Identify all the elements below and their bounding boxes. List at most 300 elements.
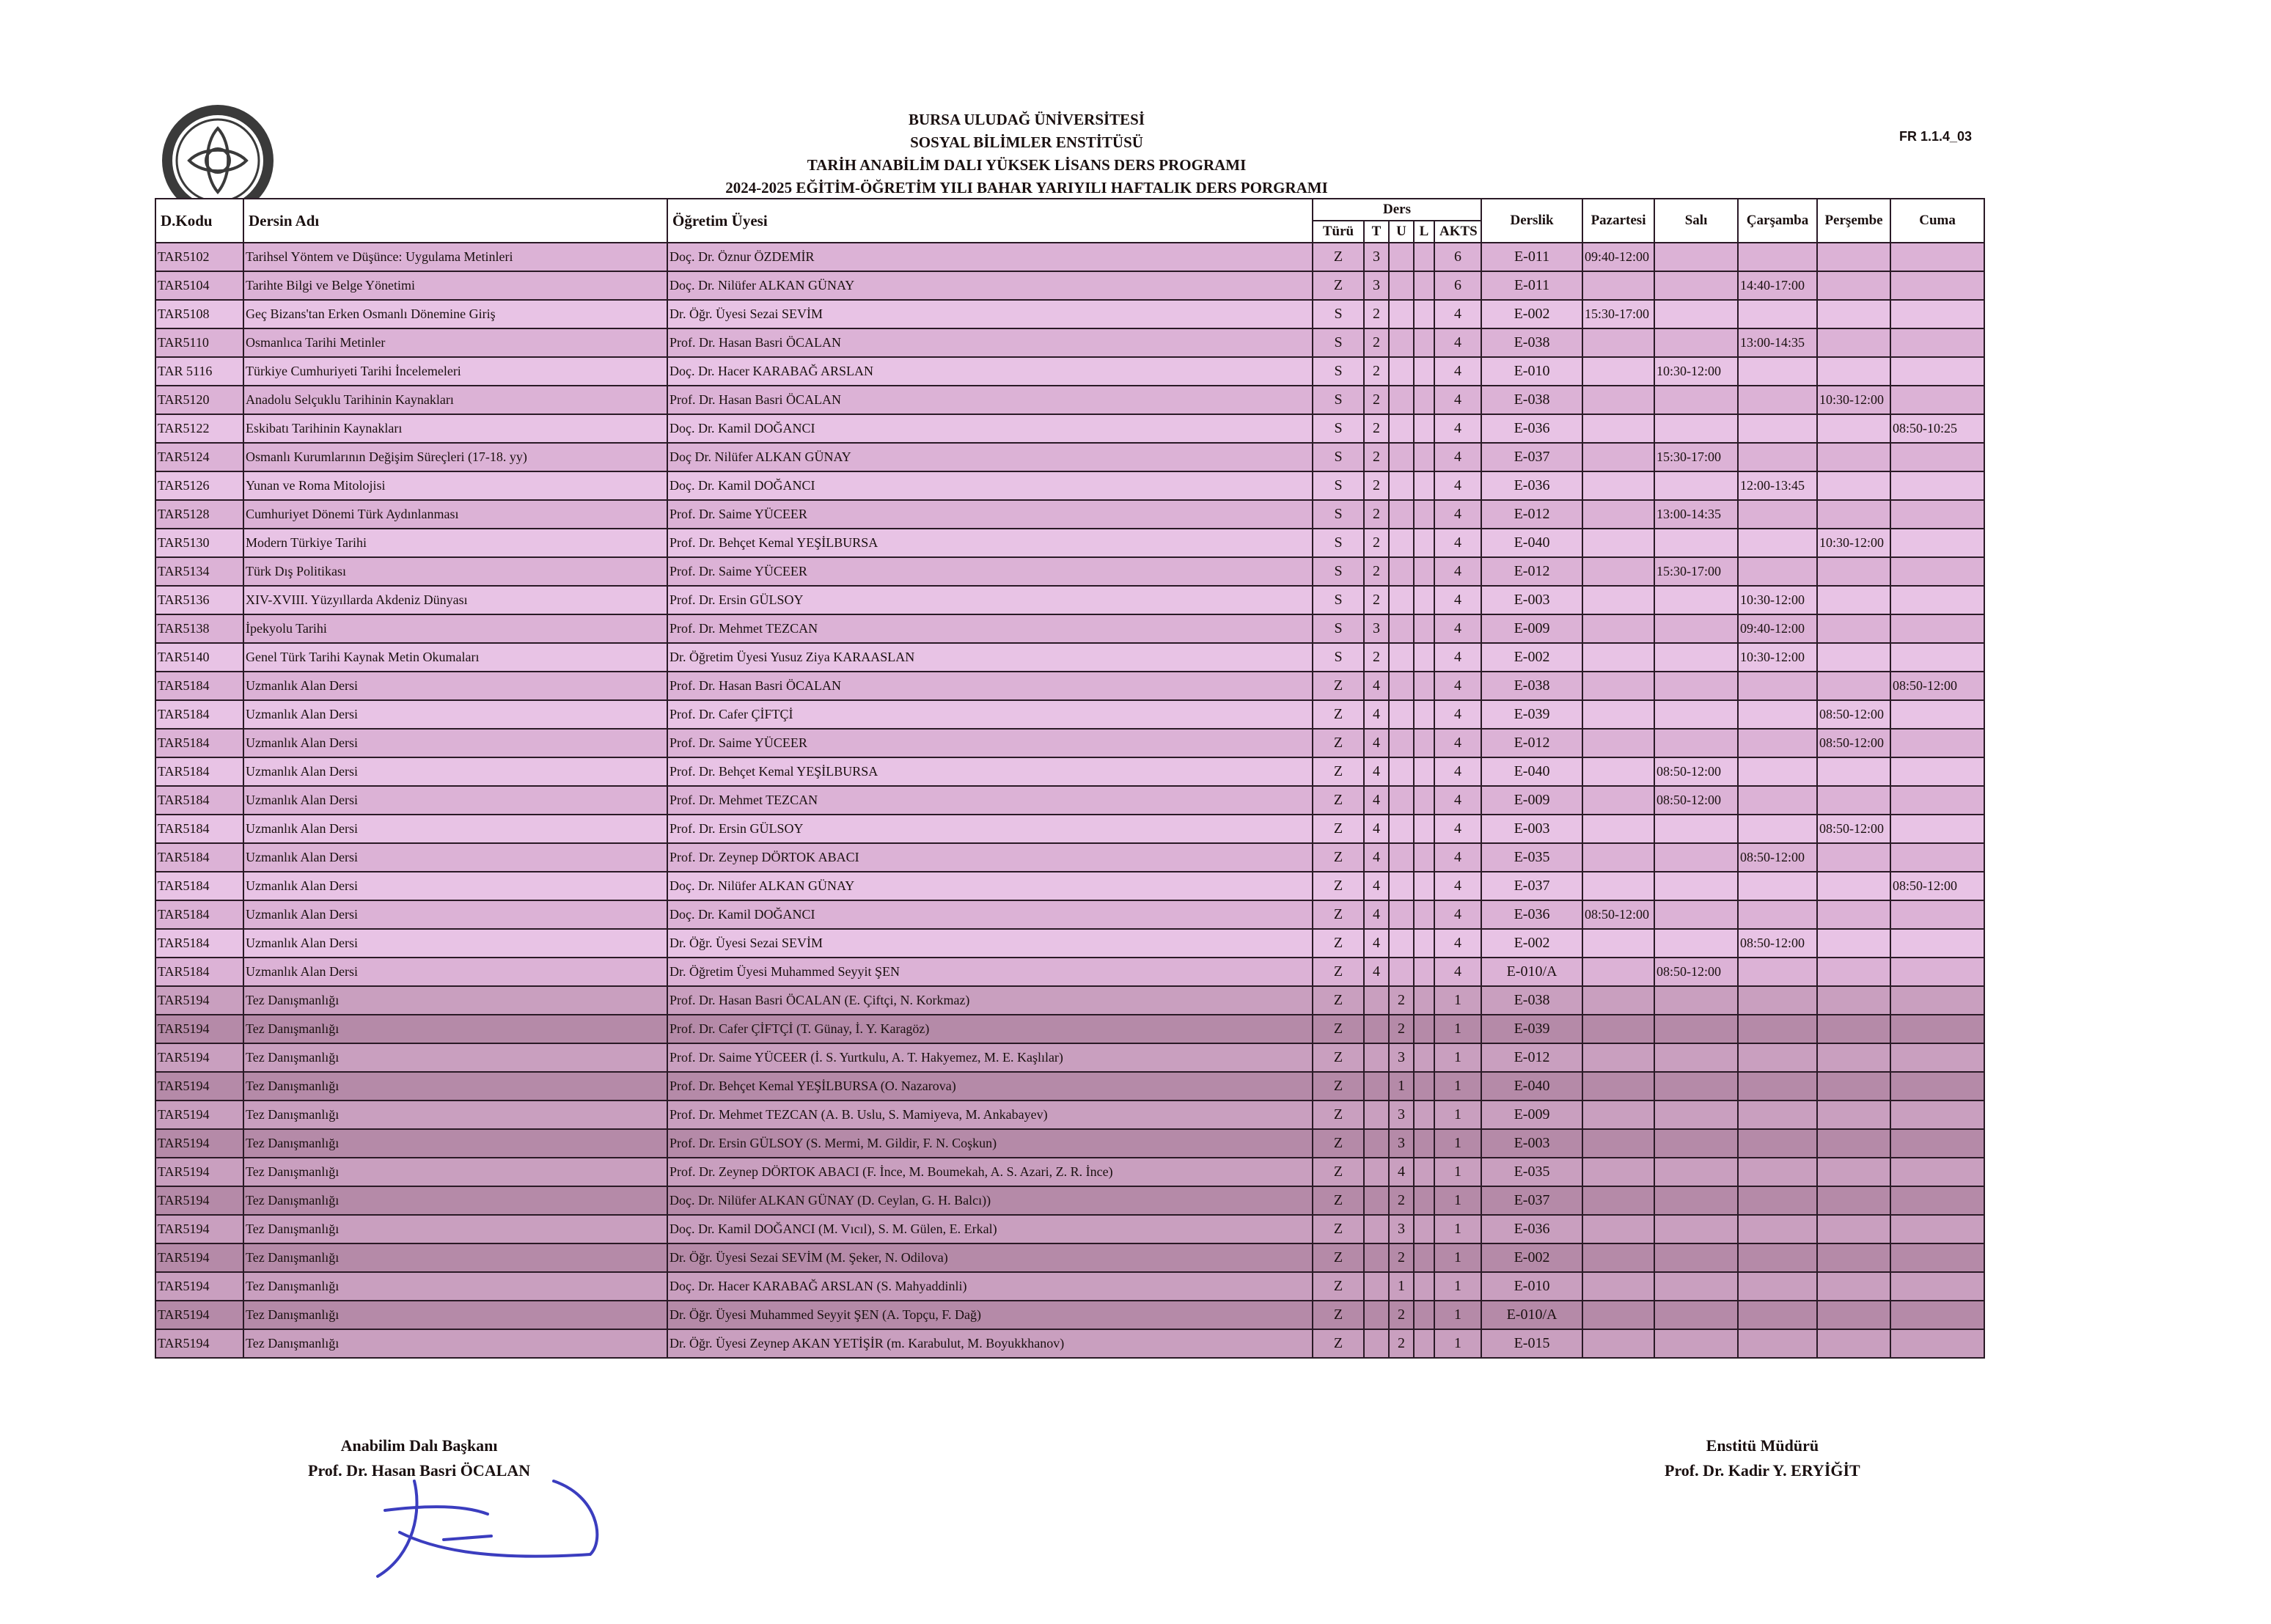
monday-cell (1582, 386, 1654, 414)
friday-cell (1890, 500, 1984, 529)
course-cell: Uzmanlık Alan Dersi (243, 815, 667, 843)
wednesday-cell (1738, 443, 1817, 471)
tuesday-cell (1654, 672, 1738, 700)
t-hours-cell (1364, 1301, 1389, 1329)
col-room: Derslik (1481, 199, 1582, 243)
lecturer-cell: Prof. Dr. Behçet Kemal YEŞİLBURSA (667, 757, 1313, 786)
code-cell: TAR5184 (155, 958, 243, 986)
akts-cell: 4 (1434, 586, 1481, 614)
t-hours-cell (1364, 1043, 1389, 1072)
lecturer-cell: Doç. Dr. Nilüfer ALKAN GÜNAY (667, 271, 1313, 300)
room-cell: E-038 (1481, 386, 1582, 414)
thursday-cell (1817, 672, 1890, 700)
thursday-cell (1817, 1243, 1890, 1272)
u-hours-cell (1389, 929, 1414, 958)
l-hours-cell (1414, 243, 1434, 271)
u-hours-cell (1389, 614, 1414, 643)
tuesday-cell (1654, 1272, 1738, 1301)
code-cell: TAR5140 (155, 643, 243, 672)
akts-cell: 4 (1434, 643, 1481, 672)
col-akts: AKTS (1434, 221, 1481, 243)
akts-cell: 1 (1434, 1072, 1481, 1101)
u-hours-cell (1389, 300, 1414, 328)
u-hours-cell (1389, 958, 1414, 986)
tuesday-cell (1654, 1329, 1738, 1358)
room-cell: E-012 (1481, 500, 1582, 529)
u-hours-cell (1389, 729, 1414, 757)
friday-cell (1890, 1101, 1984, 1129)
lecturer-cell: Prof. Dr. Mehmet TEZCAN (A. B. Uslu, S. Mamiyeva, M. Ankabayev) (667, 1101, 1313, 1129)
code-cell: TAR5194 (155, 1301, 243, 1329)
lecturer-cell: Prof. Dr. Ersin GÜLSOY (S. Mermi, M. Gildir, F. N. Coşkun) (667, 1129, 1313, 1158)
lecturer-cell: Prof. Dr. Mehmet TEZCAN (667, 786, 1313, 815)
table-row (155, 386, 1984, 414)
monday-cell (1582, 986, 1654, 1015)
course-cell: Uzmanlık Alan Dersi (243, 900, 667, 929)
friday-cell (1890, 986, 1984, 1015)
tuesday-cell (1654, 586, 1738, 614)
tuesday-cell (1654, 1158, 1738, 1186)
tuesday-cell (1654, 1301, 1738, 1329)
thursday-cell (1817, 843, 1890, 872)
akts-cell: 4 (1434, 300, 1481, 328)
thursday-cell: 08:50-12:00 (1817, 729, 1890, 757)
u-hours-cell: 4 (1389, 1158, 1414, 1186)
room-cell: E-003 (1481, 815, 1582, 843)
monday-cell (1582, 929, 1654, 958)
thursday-cell (1817, 1272, 1890, 1301)
t-hours-cell: 2 (1364, 443, 1389, 471)
tuesday-cell (1654, 815, 1738, 843)
u-hours-cell: 3 (1389, 1101, 1414, 1129)
u-hours-cell (1389, 357, 1414, 386)
room-cell: E-002 (1481, 929, 1582, 958)
wednesday-cell (1738, 243, 1817, 271)
lecturer-cell: Doç. Dr. Hacer KARABAĞ ARSLAN (S. Mahyaddinli) (667, 1272, 1313, 1301)
l-hours-cell (1414, 1272, 1434, 1301)
wednesday-cell: 08:50-12:00 (1738, 929, 1817, 958)
type-cell: S (1313, 586, 1364, 614)
col-wednesday: Çarşamba (1738, 199, 1817, 243)
thursday-cell (1817, 243, 1890, 271)
code-cell: TAR5184 (155, 700, 243, 729)
type-cell: Z (1313, 1015, 1364, 1043)
t-hours-cell: 2 (1364, 643, 1389, 672)
lecturer-cell: Prof. Dr. Behçet Kemal YEŞİLBURSA (O. Nazarova) (667, 1072, 1313, 1101)
monday-cell (1582, 1301, 1654, 1329)
course-cell: XIV-XVIII. Yüzyıllarda Akdeniz Dünyası (243, 586, 667, 614)
l-hours-cell (1414, 815, 1434, 843)
table-row (155, 929, 1984, 958)
code-cell: TAR5128 (155, 500, 243, 529)
akts-cell: 1 (1434, 1158, 1481, 1186)
u-hours-cell (1389, 243, 1414, 271)
monday-cell (1582, 500, 1654, 529)
table-row (155, 1072, 1984, 1101)
u-hours-cell: 2 (1389, 1301, 1414, 1329)
t-hours-cell: 4 (1364, 900, 1389, 929)
type-cell: Z (1313, 900, 1364, 929)
course-cell: Türkiye Cumhuriyeti Tarihi İncelemeleri (243, 357, 667, 386)
tuesday-cell (1654, 843, 1738, 872)
t-hours-cell: 2 (1364, 586, 1389, 614)
thursday-cell (1817, 872, 1890, 900)
friday-cell (1890, 700, 1984, 729)
thursday-cell (1817, 586, 1890, 614)
l-hours-cell (1414, 986, 1434, 1015)
u-hours-cell (1389, 328, 1414, 357)
wednesday-cell (1738, 672, 1817, 700)
type-cell: Z (1313, 1129, 1364, 1158)
wednesday-cell (1738, 557, 1817, 586)
type-cell: Z (1313, 958, 1364, 986)
room-cell: E-015 (1481, 1329, 1582, 1358)
friday-cell (1890, 1072, 1984, 1101)
room-cell: E-011 (1481, 271, 1582, 300)
tuesday-cell: 10:30-12:00 (1654, 357, 1738, 386)
wednesday-cell (1738, 414, 1817, 443)
table-row (155, 557, 1984, 586)
l-hours-cell (1414, 614, 1434, 643)
table-row (155, 1329, 1984, 1358)
code-cell: TAR5126 (155, 471, 243, 500)
course-cell: Tez Danışmanlığı (243, 1101, 667, 1129)
table-row (155, 1015, 1984, 1043)
thursday-cell (1817, 443, 1890, 471)
tuesday-cell (1654, 1015, 1738, 1043)
akts-cell: 4 (1434, 529, 1481, 557)
t-hours-cell (1364, 986, 1389, 1015)
l-hours-cell (1414, 1072, 1434, 1101)
type-cell: Z (1313, 271, 1364, 300)
u-hours-cell (1389, 815, 1414, 843)
friday-cell: 08:50-12:00 (1890, 872, 1984, 900)
t-hours-cell: 4 (1364, 815, 1389, 843)
friday-cell (1890, 643, 1984, 672)
lecturer-cell: Doç. Dr. Kamil DOĞANCI (667, 414, 1313, 443)
monday-cell (1582, 672, 1654, 700)
tuesday-cell (1654, 872, 1738, 900)
room-cell: E-036 (1481, 471, 1582, 500)
code-cell: TAR5194 (155, 1243, 243, 1272)
type-cell: Z (1313, 1101, 1364, 1129)
l-hours-cell (1414, 529, 1434, 557)
course-cell: Uzmanlık Alan Dersi (243, 872, 667, 900)
lecturer-cell: Dr. Öğretim Üyesi Muhammed Seyyit ŞEN (667, 958, 1313, 986)
wednesday-cell: 09:40-12:00 (1738, 614, 1817, 643)
thursday-cell (1817, 271, 1890, 300)
wednesday-cell (1738, 300, 1817, 328)
tuesday-cell (1654, 643, 1738, 672)
code-cell: TAR5194 (155, 1129, 243, 1158)
monday-cell (1582, 643, 1654, 672)
t-hours-cell (1364, 1186, 1389, 1215)
table-row (155, 786, 1984, 815)
tuesday-cell (1654, 1043, 1738, 1072)
type-cell: Z (1313, 757, 1364, 786)
lecturer-cell: Prof. Dr. Saime YÜCEER (667, 729, 1313, 757)
department-head-name: Prof. Dr. Hasan Basri ÖCALAN (308, 1461, 531, 1480)
t-hours-cell: 2 (1364, 414, 1389, 443)
u-hours-cell (1389, 557, 1414, 586)
type-cell: Z (1313, 1072, 1364, 1101)
type-cell: Z (1313, 1215, 1364, 1243)
room-cell: E-010/A (1481, 958, 1582, 986)
table-row (155, 1043, 1984, 1072)
monday-cell (1582, 1129, 1654, 1158)
table-row (155, 700, 1984, 729)
lecturer-cell: Dr. Öğr. Üyesi Sezai SEVİM (667, 929, 1313, 958)
friday-cell: 08:50-12:00 (1890, 672, 1984, 700)
wednesday-cell (1738, 900, 1817, 929)
l-hours-cell (1414, 1243, 1434, 1272)
akts-cell: 1 (1434, 1215, 1481, 1243)
room-cell: E-012 (1481, 1043, 1582, 1072)
document-header (660, 109, 1393, 199)
monday-cell (1582, 1043, 1654, 1072)
t-hours-cell (1364, 1329, 1389, 1358)
type-cell: Z (1313, 1301, 1364, 1329)
thursday-cell (1817, 1072, 1890, 1101)
wednesday-cell (1738, 786, 1817, 815)
u-hours-cell (1389, 700, 1414, 729)
table-row (155, 1243, 1984, 1272)
monday-cell (1582, 1015, 1654, 1043)
friday-cell (1890, 729, 1984, 757)
t-hours-cell: 4 (1364, 672, 1389, 700)
table-row (155, 643, 1984, 672)
thursday-cell (1817, 786, 1890, 815)
akts-cell: 4 (1434, 557, 1481, 586)
wednesday-cell: 10:30-12:00 (1738, 586, 1817, 614)
t-hours-cell: 4 (1364, 729, 1389, 757)
thursday-cell (1817, 357, 1890, 386)
t-hours-cell (1364, 1272, 1389, 1301)
friday-cell (1890, 786, 1984, 815)
akts-cell: 4 (1434, 872, 1481, 900)
akts-cell: 1 (1434, 1129, 1481, 1158)
code-cell: TAR5184 (155, 672, 243, 700)
l-hours-cell (1414, 500, 1434, 529)
t-hours-cell: 2 (1364, 529, 1389, 557)
table-row (155, 843, 1984, 872)
course-cell: Cumhuriyet Dönemi Türk Aydınlanması (243, 500, 667, 529)
table-row (155, 471, 1984, 500)
akts-cell: 4 (1434, 386, 1481, 414)
tuesday-cell (1654, 986, 1738, 1015)
l-hours-cell (1414, 300, 1434, 328)
table-row (155, 271, 1984, 300)
code-cell: TAR5194 (155, 1043, 243, 1072)
thursday-cell (1817, 1015, 1890, 1043)
friday-cell (1890, 843, 1984, 872)
friday-cell (1890, 1272, 1984, 1301)
wednesday-cell (1738, 1129, 1817, 1158)
friday-cell (1890, 1043, 1984, 1072)
monday-cell (1582, 1215, 1654, 1243)
monday-cell (1582, 271, 1654, 300)
tuesday-cell: 15:30-17:00 (1654, 557, 1738, 586)
friday-cell (1890, 1186, 1984, 1215)
col-lecturer: Öğretim Üyesi (667, 199, 1313, 243)
wednesday-cell (1738, 1101, 1817, 1129)
t-hours-cell (1364, 1101, 1389, 1129)
type-cell: S (1313, 414, 1364, 443)
code-cell: TAR5194 (155, 1272, 243, 1301)
monday-cell: 09:40-12:00 (1582, 243, 1654, 271)
u-hours-cell (1389, 500, 1414, 529)
lecturer-cell: Prof. Dr. Behçet Kemal YEŞİLBURSA (667, 529, 1313, 557)
room-cell: E-039 (1481, 1015, 1582, 1043)
director-name: Prof. Dr. Kadir Y. ERYİĞİT (1665, 1461, 1860, 1480)
tuesday-cell (1654, 900, 1738, 929)
table-row (155, 900, 1984, 929)
wednesday-cell (1738, 357, 1817, 386)
course-cell: Tez Danışmanlığı (243, 986, 667, 1015)
akts-cell: 4 (1434, 729, 1481, 757)
code-cell: TAR5194 (155, 1072, 243, 1101)
lecturer-cell: Prof. Dr. Zeynep DÖRTOK ABACI (667, 843, 1313, 872)
table-row (155, 586, 1984, 614)
t-hours-cell: 3 (1364, 271, 1389, 300)
thursday-cell (1817, 414, 1890, 443)
type-cell: S (1313, 328, 1364, 357)
code-cell: TAR5184 (155, 843, 243, 872)
room-cell: E-037 (1481, 872, 1582, 900)
akts-cell: 4 (1434, 786, 1481, 815)
lecturer-cell: Prof. Dr. Cafer ÇİFTÇİ (667, 700, 1313, 729)
thursday-cell (1817, 929, 1890, 958)
code-cell: TAR5184 (155, 900, 243, 929)
table-row (155, 986, 1984, 1015)
type-cell: Z (1313, 815, 1364, 843)
monday-cell (1582, 529, 1654, 557)
thursday-cell (1817, 643, 1890, 672)
form-code: FR 1.1.4_03 (1899, 129, 1973, 144)
course-cell: Osmanlı Kurumlarının Değişim Süreçleri (17-18. yy) (243, 443, 667, 471)
room-cell: E-038 (1481, 672, 1582, 700)
u-hours-cell: 2 (1389, 986, 1414, 1015)
wednesday-cell (1738, 1329, 1817, 1358)
thursday-cell (1817, 328, 1890, 357)
room-cell: E-009 (1481, 614, 1582, 643)
l-hours-cell (1414, 1129, 1434, 1158)
monday-cell (1582, 1272, 1654, 1301)
lecturer-cell: Dr. Öğr. Üyesi Zeynep AKAN YETİŞİR (m. Karabulut, M. Boyukkhanov) (667, 1329, 1313, 1358)
tuesday-cell: 08:50-12:00 (1654, 958, 1738, 986)
monday-cell (1582, 1101, 1654, 1129)
tuesday-cell (1654, 414, 1738, 443)
wednesday-cell (1738, 986, 1817, 1015)
type-cell: Z (1313, 1043, 1364, 1072)
room-cell: E-040 (1481, 757, 1582, 786)
type-cell: Z (1313, 986, 1364, 1015)
room-cell: E-037 (1481, 443, 1582, 471)
l-hours-cell (1414, 328, 1434, 357)
friday-cell (1890, 1158, 1984, 1186)
code-cell: TAR5122 (155, 414, 243, 443)
col-thursday: Perşembe (1817, 199, 1890, 243)
monday-cell: 08:50-12:00 (1582, 900, 1654, 929)
u-hours-cell: 3 (1389, 1043, 1414, 1072)
monday-cell (1582, 757, 1654, 786)
l-hours-cell (1414, 872, 1434, 900)
wednesday-cell (1738, 500, 1817, 529)
friday-cell (1890, 929, 1984, 958)
lecturer-cell: Doç. Dr. Nilüfer ALKAN GÜNAY (667, 872, 1313, 900)
code-cell: TAR 5116 (155, 357, 243, 386)
l-hours-cell (1414, 700, 1434, 729)
friday-cell (1890, 557, 1984, 586)
monday-cell (1582, 1186, 1654, 1215)
friday-cell (1890, 1243, 1984, 1272)
t-hours-cell (1364, 1243, 1389, 1272)
course-cell: Tez Danışmanlığı (243, 1043, 667, 1072)
monday-cell (1582, 843, 1654, 872)
code-cell: TAR5194 (155, 1215, 243, 1243)
room-cell: E-003 (1481, 586, 1582, 614)
room-cell: E-038 (1481, 986, 1582, 1015)
course-cell: Uzmanlık Alan Dersi (243, 786, 667, 815)
type-cell: Z (1313, 1272, 1364, 1301)
wednesday-cell: 14:40-17:00 (1738, 271, 1817, 300)
wednesday-cell (1738, 1158, 1817, 1186)
u-hours-cell (1389, 471, 1414, 500)
course-cell: Uzmanlık Alan Dersi (243, 843, 667, 872)
tuesday-cell (1654, 386, 1738, 414)
table-row (155, 1158, 1984, 1186)
wednesday-cell: 10:30-12:00 (1738, 643, 1817, 672)
table-row (155, 1272, 1984, 1301)
t-hours-cell: 3 (1364, 243, 1389, 271)
course-cell: Uzmanlık Alan Dersi (243, 958, 667, 986)
t-hours-cell: 4 (1364, 786, 1389, 815)
lecturer-cell: Doç. Dr. Öznur ÖZDEMİR (667, 243, 1313, 271)
director-signature-block (1665, 1433, 1860, 1483)
l-hours-cell (1414, 1329, 1434, 1358)
code-cell: TAR5184 (155, 815, 243, 843)
akts-cell: 1 (1434, 1272, 1481, 1301)
course-cell: Tarihsel Yöntem ve Düşünce: Uygulama Metinleri (243, 243, 667, 271)
akts-cell: 4 (1434, 443, 1481, 471)
thursday-cell: 08:50-12:00 (1817, 700, 1890, 729)
friday-cell (1890, 1329, 1984, 1358)
room-cell: E-037 (1481, 1186, 1582, 1215)
lecturer-cell: Prof. Dr. Saime YÜCEER (667, 500, 1313, 529)
akts-cell: 1 (1434, 1186, 1481, 1215)
type-cell: S (1313, 471, 1364, 500)
code-cell: TAR5194 (155, 1329, 243, 1358)
monday-cell (1582, 1072, 1654, 1101)
akts-cell: 6 (1434, 243, 1481, 271)
thursday-cell (1817, 1101, 1890, 1129)
type-cell: Z (1313, 700, 1364, 729)
l-hours-cell (1414, 672, 1434, 700)
friday-cell (1890, 529, 1984, 557)
type-cell: S (1313, 643, 1364, 672)
room-cell: E-002 (1481, 643, 1582, 672)
u-hours-cell (1389, 672, 1414, 700)
table-row (155, 815, 1984, 843)
room-cell: E-040 (1481, 1072, 1582, 1101)
course-cell: Tarihte Bilgi ve Belge Yönetimi (243, 271, 667, 300)
friday-cell (1890, 1301, 1984, 1329)
monday-cell (1582, 471, 1654, 500)
u-hours-cell: 3 (1389, 1129, 1414, 1158)
l-hours-cell (1414, 357, 1434, 386)
tuesday-cell (1654, 1215, 1738, 1243)
table-row (155, 414, 1984, 443)
